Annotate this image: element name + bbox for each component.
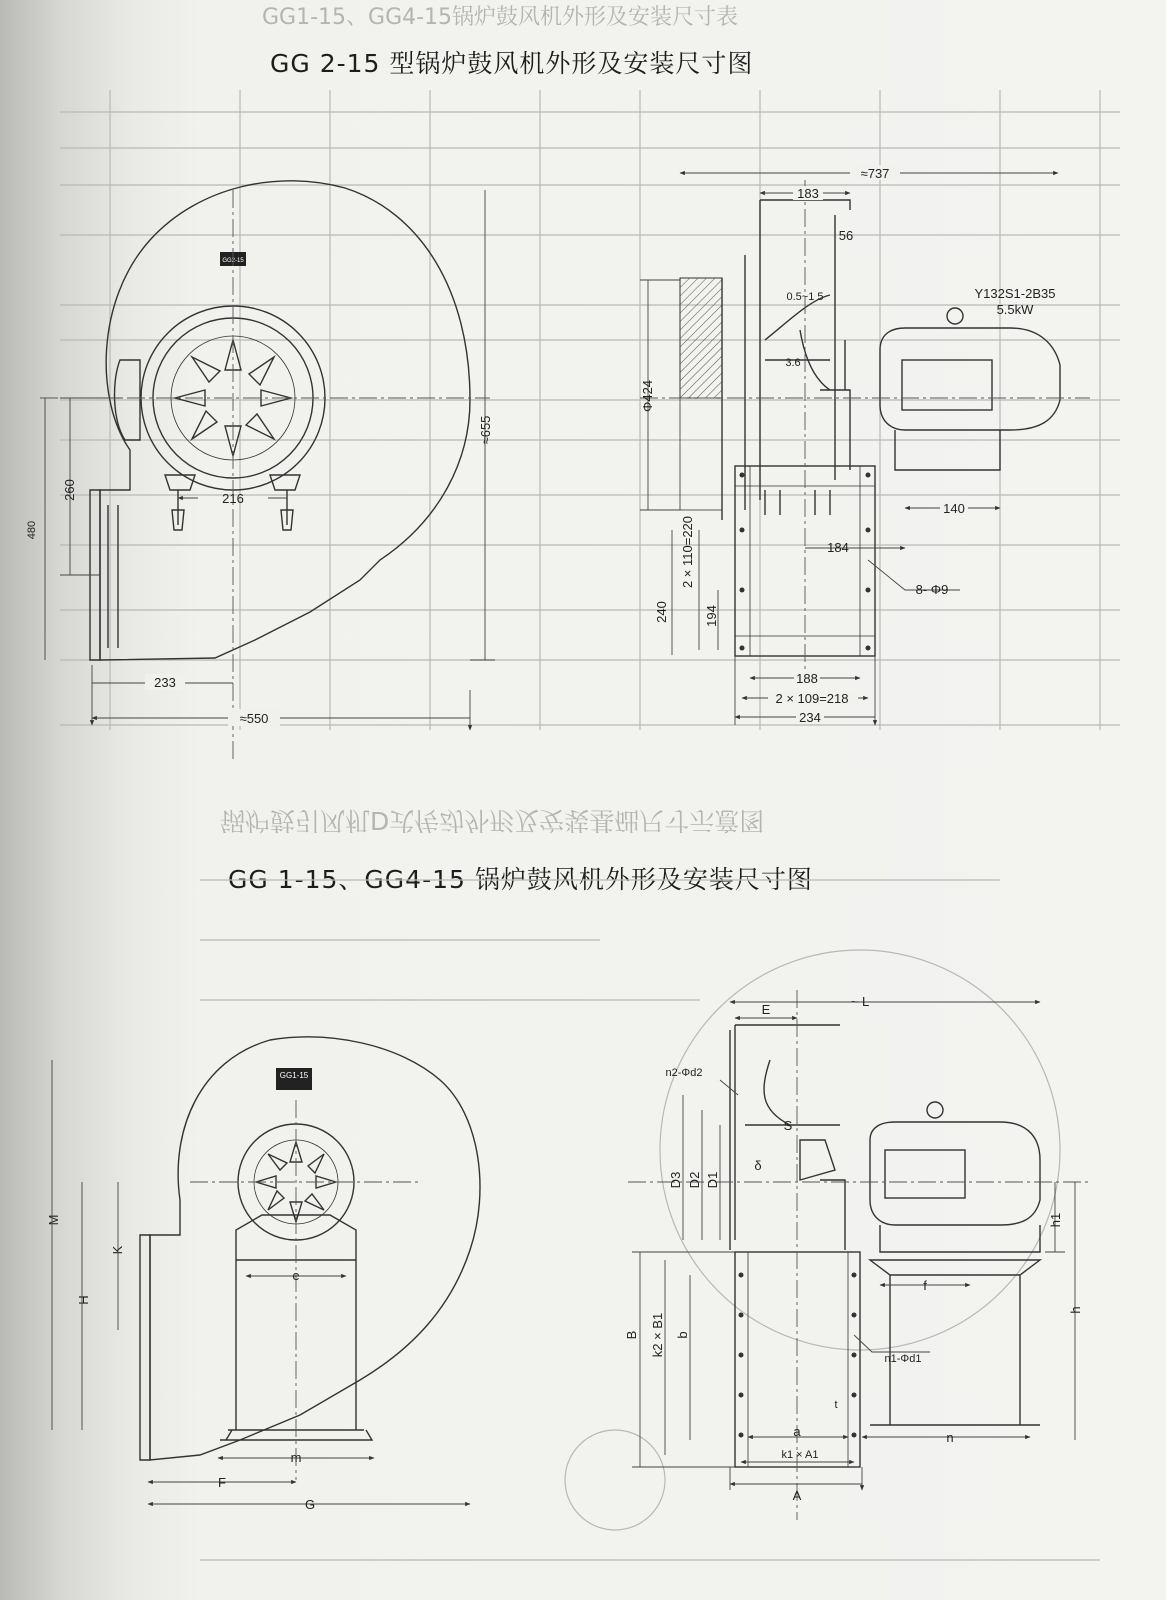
motor-power-label: 5.5kW [996,302,1034,317]
badge-text-top-front: GG2-15 [222,258,244,264]
label-h: h [1068,1306,1083,1314]
dimension-655 [470,190,495,660]
label-K: K [110,1245,125,1255]
label-D1: D1 [705,1171,720,1189]
dim-260-label: 260 [62,479,77,501]
dim-240-label: 240 [654,601,669,623]
dim-655-label: ≈655 [478,415,493,445]
inlet-hatched-upper [680,278,722,398]
lifting-eye-icon-2 [927,1102,943,1118]
motor-base-2 [870,1225,1040,1425]
label-G: G [304,1497,316,1512]
anchor-holes-2 [739,1273,857,1438]
top-side-view [640,165,1090,725]
dim-218-label: 2 × 109=218 [775,691,849,706]
dim-194-label: 194 [704,605,719,627]
label-t: t [834,1399,838,1411]
dim-216-label: 216 [222,491,244,506]
dim-234-label: 234 [799,710,821,725]
bottom-front-view [46,1037,480,1512]
label-S: S [783,1118,793,1133]
motor-foot [895,430,1000,470]
label-B: B [624,1330,639,1340]
label-b: b [675,1331,690,1339]
dim-B-line [632,1252,735,1467]
label-k1A1: k1 × A1 [781,1449,819,1461]
dim-D-lines [683,1095,720,1240]
label-A: A [792,1488,802,1503]
dim-36-label: 3.6 [785,357,801,369]
inlet-section-2 [730,1025,840,1250]
lifting-eye-icon [947,308,963,324]
dim-480-label: 480 [26,520,38,540]
label-k2B1: k2 × B1 [650,1312,665,1358]
label-M: M [46,1214,61,1226]
center-lines-2 [190,1100,420,1480]
motor-terminal-box-2 [885,1150,965,1198]
bleed-table-title: GG1-15、GG4-15锅炉鼓风机外形及安装尺寸表 [262,5,739,30]
dim-183-label: 183 [797,186,819,201]
dimension-233 [92,665,233,725]
dim-56-label: 56 [838,228,854,243]
label-n: n [946,1430,954,1445]
dim-220-label: 2 × 110=220 [680,515,695,589]
center-lines [40,190,490,760]
label-m: m [290,1450,302,1465]
motor-model-label: Y132S1-2B35 [974,286,1056,301]
inlet-hatched-lower [680,398,722,510]
dim-184-label: 184 [827,540,849,555]
impeller-section [765,295,850,470]
dimension-216 [178,491,287,506]
label-H: H [76,1295,91,1305]
label-e: e [292,1268,300,1283]
motor-body-2 [870,1122,1040,1225]
bottom-drawing-title: GG 1-15、GG4-15 锅炉鼓风机外形及安装尺寸图 [228,865,813,894]
impeller-section-2 [800,1140,845,1250]
label-F: F [218,1475,226,1490]
dimension-550 [92,690,470,730]
volute-casing-2 [150,1037,480,1460]
base-ribs [765,490,830,515]
bleed-mid-title: 锅炉鼓引风机D式传动外形及安装基础尺寸示意图 [220,806,765,835]
bleed-through-layer [60,5,1120,1560]
bottom-side-view [624,990,1090,1520]
dim-737-label: ≈737 [860,166,890,181]
outlet-flange-2 [140,1235,150,1460]
dimension-480 [26,398,45,660]
label-E: E [761,1002,771,1017]
dim-gap-label: 0.5~1 5 [786,291,824,303]
dim-A-line [730,1467,862,1490]
label-a: a [793,1424,801,1439]
label-h1: h1 [1048,1212,1063,1228]
motor-body [880,328,1060,430]
badge-text-bottom-front: GG1-15 [279,1071,309,1080]
dim-188-label: 188 [796,671,818,686]
label-n1d1: n1-Φd1 [884,1353,922,1365]
top-front-view [26,181,495,760]
dim-550-label: ≈550 [239,711,269,726]
label-n2d2: n2-Φd2 [665,1067,703,1079]
label-D3: D3 [668,1171,683,1189]
dim-424-label: Φ424 [640,379,655,413]
label-f: f [923,1278,927,1293]
label-D2: D2 [687,1171,702,1189]
motor-terminal-box [902,360,992,410]
top-drawing-title: GG 2-15 型锅炉鼓风机外形及安装尺寸图 [270,49,754,78]
label-L: ~ L [850,994,870,1009]
dim-233-label: 233 [154,675,176,690]
holes-label: 8- Φ9 [915,582,949,597]
label-delta: δ [754,1158,762,1173]
dim-140-label: 140 [943,501,965,516]
